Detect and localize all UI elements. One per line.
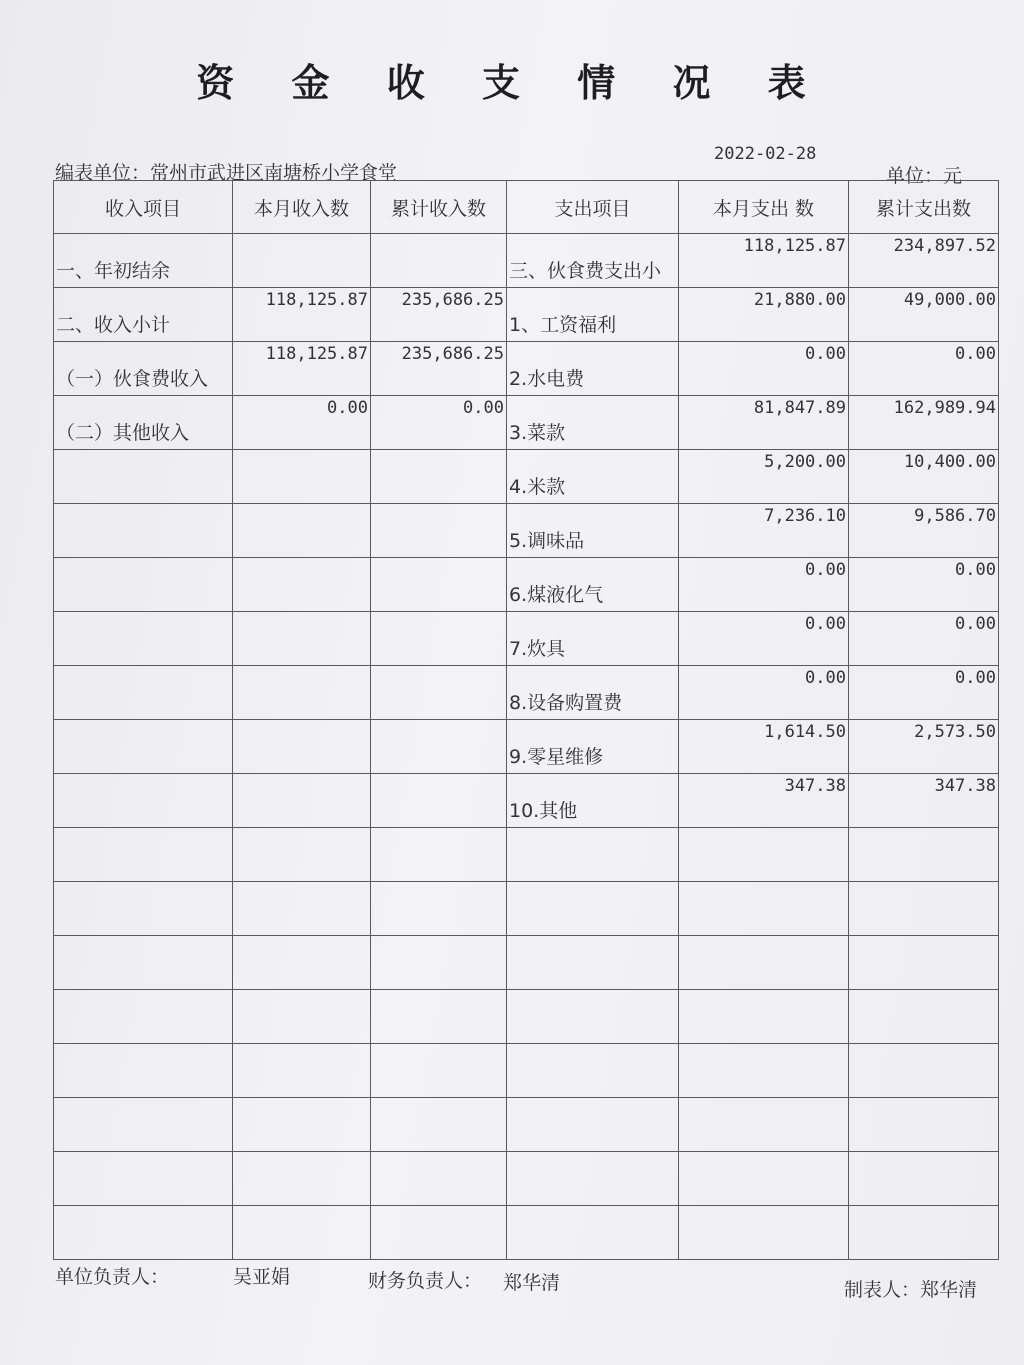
expense-cumulative-cell [849, 1098, 999, 1152]
expense-month-cell [679, 450, 849, 504]
expense-cumulative-cell [849, 828, 999, 882]
income-item-cell [54, 396, 233, 450]
income-month-cell [233, 1098, 371, 1152]
expense-cumulative-text: 49,000.00 [903, 290, 996, 310]
expense-cumulative-text: 162,989.94 [893, 398, 996, 418]
income-cumulative-text: 0.00 [463, 398, 504, 418]
expense-item-cell [507, 774, 679, 828]
income-cumulative-text: 235,686.25 [401, 344, 504, 364]
income-item-cell [54, 774, 233, 828]
expense-cumulative-cell [849, 504, 999, 558]
expense-month-cell [679, 558, 849, 612]
table-row [54, 936, 999, 990]
finance-head-name: 郑华清 [503, 1272, 561, 1294]
expense-month-text: 21,880.00 [753, 290, 846, 310]
income-item-cell [54, 828, 233, 882]
expense-month-cell [679, 666, 849, 720]
table-row [54, 990, 999, 1044]
expense-month-text: 5,200.00 [764, 452, 846, 472]
income-cumulative-cell [371, 558, 507, 612]
unit-head-name: 吴亚娟 [233, 1266, 291, 1288]
expense-item-cell [507, 666, 679, 720]
income-month-cell [233, 1206, 371, 1260]
income-month-cell [233, 666, 371, 720]
expense-month-text: 347.38 [784, 776, 846, 796]
income-cumulative-cell [371, 1206, 507, 1260]
expense-month-cell [679, 882, 849, 936]
report-date: 2022-02-28 [714, 144, 817, 164]
expense-cumulative-cell [849, 936, 999, 990]
income-month-cell [233, 558, 371, 612]
expense-month-cell [679, 342, 849, 396]
income-month-text: 118,125.87 [265, 290, 368, 310]
table-row [54, 828, 999, 882]
income-month-cell [233, 450, 371, 504]
expense-item-text: 8.设备购置费 [509, 692, 623, 714]
expense-cumulative-text: 0.00 [955, 560, 996, 580]
income-month-cell [233, 1152, 371, 1206]
table-row [54, 1206, 999, 1260]
expense-item-cell [507, 612, 679, 666]
currency-unit: 单位：元 [886, 165, 963, 187]
expense-month-text: 81,847.89 [753, 398, 846, 418]
expense-cumulative-cell [849, 612, 999, 666]
income-cumulative-cell [371, 1152, 507, 1206]
preparer: 制表人：郑华清 [844, 1279, 978, 1301]
col-expense-cumulative: 累计支出数 [849, 181, 999, 234]
income-item-cell [54, 288, 233, 342]
expense-item-cell [507, 936, 679, 990]
expense-cumulative-cell [849, 990, 999, 1044]
income-month-cell [233, 774, 371, 828]
income-cumulative-cell [371, 1044, 507, 1098]
expense-month-text: 0.00 [805, 344, 846, 364]
income-item-cell [54, 342, 233, 396]
expense-item-text: 6.煤液化气 [509, 584, 604, 606]
income-item-cell [54, 1152, 233, 1206]
expense-cumulative-text: 0.00 [955, 614, 996, 634]
expense-cumulative-cell [849, 1044, 999, 1098]
income-cumulative-cell [371, 828, 507, 882]
income-month-cell [233, 720, 371, 774]
expense-month-cell [679, 720, 849, 774]
expense-item-text: 9.零星维修 [509, 746, 604, 768]
table-header-row [54, 181, 999, 234]
col-income-month: 本月收入数 [233, 181, 371, 234]
income-cumulative-cell [371, 882, 507, 936]
income-item-cell [54, 882, 233, 936]
table-row [54, 882, 999, 936]
expense-month-cell [679, 234, 849, 288]
expense-cumulative-cell [849, 450, 999, 504]
table-row [54, 720, 999, 774]
table-body [54, 234, 999, 1260]
col-expense-month: 本月支出 数 [679, 181, 849, 234]
table-row [54, 666, 999, 720]
income-item-cell [54, 234, 233, 288]
expense-cumulative-cell [849, 396, 999, 450]
income-cumulative-cell [371, 720, 507, 774]
expense-month-cell [679, 774, 849, 828]
expense-cumulative-text: 347.38 [934, 776, 996, 796]
income-cumulative-cell [371, 450, 507, 504]
income-cumulative-text: 235,686.25 [401, 290, 504, 310]
compiling-unit: 编表单位：常州市武进区南塘桥小学食堂 [55, 162, 398, 184]
income-month-cell [233, 936, 371, 990]
expense-item-cell [507, 882, 679, 936]
expense-item-cell [507, 288, 679, 342]
income-cumulative-cell [371, 504, 507, 558]
expense-cumulative-text: 234,897.52 [893, 236, 996, 256]
expense-cumulative-text: 9,586.70 [914, 506, 996, 526]
income-month-cell [233, 990, 371, 1044]
expense-month-cell [679, 1044, 849, 1098]
col-expense-item: 支出项目 [507, 181, 679, 234]
income-cumulative-cell [371, 1098, 507, 1152]
income-item-cell [54, 450, 233, 504]
income-cumulative-cell [371, 666, 507, 720]
expense-item-text: 三、伙食费支出小 [509, 260, 662, 282]
income-item-cell [54, 612, 233, 666]
expense-item-text: 7.炊具 [509, 638, 566, 660]
income-cumulative-cell [371, 774, 507, 828]
expense-month-cell [679, 828, 849, 882]
expense-item-cell [507, 990, 679, 1044]
expense-item-cell [507, 234, 679, 288]
expense-month-cell [679, 1206, 849, 1260]
expense-item-text: 10.其他 [509, 800, 578, 822]
income-item-cell [54, 504, 233, 558]
income-item-cell [54, 1098, 233, 1152]
expense-cumulative-cell [849, 558, 999, 612]
col-income-cumulative: 累计收入数 [371, 181, 507, 234]
expense-cumulative-text: 10,400.00 [903, 452, 996, 472]
table-row [54, 774, 999, 828]
expense-item-cell [507, 504, 679, 558]
expense-cumulative-cell [849, 288, 999, 342]
income-cumulative-cell [371, 396, 507, 450]
income-item-cell [54, 1206, 233, 1260]
expense-cumulative-cell [849, 1152, 999, 1206]
expense-month-cell [679, 1098, 849, 1152]
expense-month-cell [679, 612, 849, 666]
expense-month-cell [679, 1152, 849, 1206]
income-item-text: 二、收入小计 [56, 314, 171, 336]
income-month-cell [233, 342, 371, 396]
income-item-text: （一）伙食费收入 [56, 368, 209, 390]
expense-item-cell [507, 1044, 679, 1098]
income-cumulative-cell [371, 234, 507, 288]
expense-month-cell [679, 288, 849, 342]
expense-month-text: 0.00 [805, 614, 846, 634]
expense-month-cell [679, 936, 849, 990]
table-row [54, 1044, 999, 1098]
table-row [54, 504, 999, 558]
income-month-cell [233, 612, 371, 666]
expense-cumulative-cell [849, 882, 999, 936]
expense-month-text: 0.00 [805, 668, 846, 688]
unit-head-label: 单位负责人： [55, 1266, 170, 1288]
expense-month-text: 1,614.50 [764, 722, 846, 742]
expense-item-text: 4.米款 [509, 476, 566, 498]
expense-cumulative-text: 0.00 [955, 668, 996, 688]
expense-item-cell [507, 720, 679, 774]
expense-cumulative-text: 2,573.50 [914, 722, 996, 742]
expense-cumulative-cell [849, 774, 999, 828]
table-row [54, 1152, 999, 1206]
expense-item-cell [507, 1152, 679, 1206]
expense-item-text: 1、工资福利 [509, 314, 617, 336]
table-row [54, 396, 999, 450]
income-expense-table [53, 180, 999, 1260]
table-row [54, 558, 999, 612]
income-item-text: 一、年初结余 [56, 260, 171, 282]
expense-cumulative-text: 0.00 [955, 344, 996, 364]
income-month-cell [233, 234, 371, 288]
finance-head-label: 财务负责人： [368, 1270, 483, 1292]
table-row [54, 288, 999, 342]
income-month-cell [233, 504, 371, 558]
expense-month-text: 7,236.10 [764, 506, 846, 526]
income-item-cell [54, 558, 233, 612]
income-cumulative-cell [371, 990, 507, 1044]
income-cumulative-cell [371, 342, 507, 396]
expense-month-text: 0.00 [805, 560, 846, 580]
income-month-text: 0.00 [327, 398, 368, 418]
income-month-cell [233, 882, 371, 936]
income-item-cell [54, 720, 233, 774]
expense-item-cell [507, 558, 679, 612]
income-item-cell [54, 666, 233, 720]
table-row [54, 342, 999, 396]
expense-month-cell [679, 990, 849, 1044]
income-month-cell [233, 828, 371, 882]
expense-month-cell [679, 396, 849, 450]
expense-item-cell [507, 450, 679, 504]
expense-item-text: 2.水电费 [509, 368, 585, 390]
income-month-cell [233, 1044, 371, 1098]
expense-item-text: 5.调味品 [509, 530, 585, 552]
table-row [54, 1098, 999, 1152]
income-item-cell [54, 990, 233, 1044]
expense-item-cell [507, 342, 679, 396]
income-cumulative-cell [371, 288, 507, 342]
income-cumulative-cell [371, 612, 507, 666]
page-title: 资 金 收 支 情 况 表 [196, 60, 828, 105]
income-cumulative-cell [371, 936, 507, 990]
expense-item-cell [507, 1206, 679, 1260]
income-month-cell [233, 396, 371, 450]
expense-item-cell [507, 396, 679, 450]
expense-cumulative-cell [849, 342, 999, 396]
col-income-item: 收入项目 [54, 181, 233, 234]
expense-item-cell [507, 1098, 679, 1152]
income-month-text: 118,125.87 [265, 344, 368, 364]
expense-cumulative-cell [849, 666, 999, 720]
expense-item-cell [507, 828, 679, 882]
income-item-cell [54, 1044, 233, 1098]
table-row [54, 450, 999, 504]
expense-cumulative-cell [849, 720, 999, 774]
expense-month-cell [679, 504, 849, 558]
income-month-cell [233, 288, 371, 342]
expense-cumulative-cell [849, 234, 999, 288]
expense-cumulative-cell [849, 1206, 999, 1260]
income-item-cell [54, 936, 233, 990]
table-row [54, 234, 999, 288]
table-row [54, 612, 999, 666]
expense-month-text: 118,125.87 [743, 236, 846, 256]
income-item-text: （二）其他收入 [56, 422, 190, 444]
expense-item-text: 3.菜款 [509, 422, 566, 444]
